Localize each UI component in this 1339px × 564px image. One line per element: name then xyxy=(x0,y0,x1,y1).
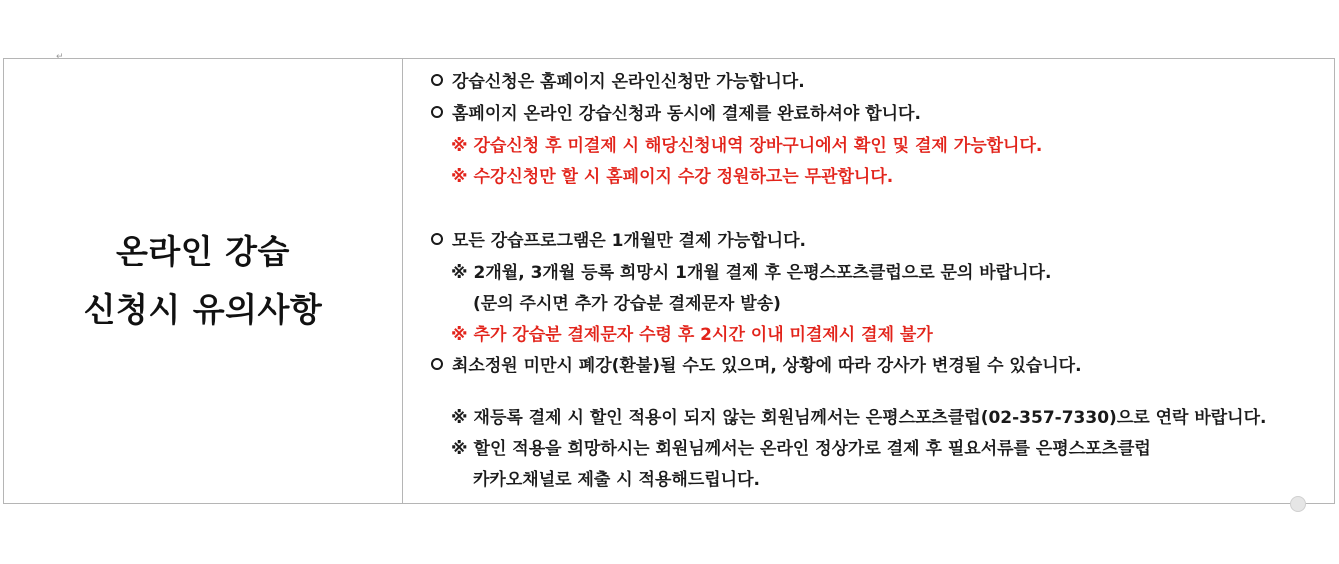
notice-content-cell xyxy=(403,59,1334,503)
warning-two-hours: ※ 추가 강습분 결제문자 수령 후 2시간 이내 미결제시 결제 불가 xyxy=(451,325,933,345)
reference-mark-icon: ※ xyxy=(451,167,468,187)
resize-handle[interactable] xyxy=(1290,496,1306,512)
warning-cart-payment: ※ 강습신청 후 미결제 시 해당신청내역 장바구니에서 확인 및 결제 가능합니다. xyxy=(451,136,1043,156)
title-line-1: 온라인 강습 xyxy=(116,232,290,271)
note-multi-month: ※ 2개월, 3개월 등록 희망시 1개월 결제 후 은평스포츠클럽으로 문의 바랍니다. xyxy=(451,263,1052,283)
reference-mark-icon: ※ xyxy=(451,325,468,345)
note-discount: ※ 할인 적용을 희망하시는 회원님께서는 온라인 정상가로 결제 후 필요서류를 은평스포츠클럽 xyxy=(451,439,1151,459)
notice-bullet-pay-immediately: 홈페이지 온라인 강습신청과 동시에 결제를 완료하셔야 합니다. xyxy=(431,103,921,125)
note-discount-sub: 카카오채널로 제출 시 적용해드립니다. xyxy=(473,470,760,490)
note-reregistration: ※ 재등록 결제 시 할인 적용이 되지 않는 회원님께서는 은평스포츠클럽(02-357-7330)으로 연락 바랍니다. xyxy=(451,408,1267,428)
title-line-2: 신청시 유의사항 xyxy=(83,290,323,329)
notice-table xyxy=(3,58,1335,504)
circle-bullet-icon xyxy=(431,74,443,86)
note-multi-month-sub: (문의 주시면 추가 강습분 결제문자 발송) xyxy=(473,294,781,314)
circle-bullet-icon xyxy=(431,106,443,118)
notice-bullet-online-only: 강습신청은 홈페이지 온라인신청만 가능합니다. xyxy=(431,71,805,93)
title-cell xyxy=(4,59,403,503)
reference-mark-icon: ※ xyxy=(451,439,468,459)
reference-mark-icon: ※ xyxy=(451,408,468,428)
notice-bullet-one-month: 모든 강습프로그램은 1개월만 결제 가능합니다. xyxy=(431,230,806,252)
circle-bullet-icon xyxy=(431,358,443,370)
circle-bullet-icon xyxy=(431,233,443,245)
warning-capacity: ※ 수강신청만 할 시 홈페이지 수강 정원하고는 무관합니다. xyxy=(451,167,894,187)
paragraph-mark-icon: ↵ xyxy=(56,52,64,62)
reference-mark-icon: ※ xyxy=(451,263,468,283)
notice-bullet-cancellation: 최소정원 미만시 폐강(환불)될 수도 있으며, 상황에 따라 강사가 변경될 수 있습니다. xyxy=(431,355,1082,377)
reference-mark-icon: ※ xyxy=(451,136,468,156)
